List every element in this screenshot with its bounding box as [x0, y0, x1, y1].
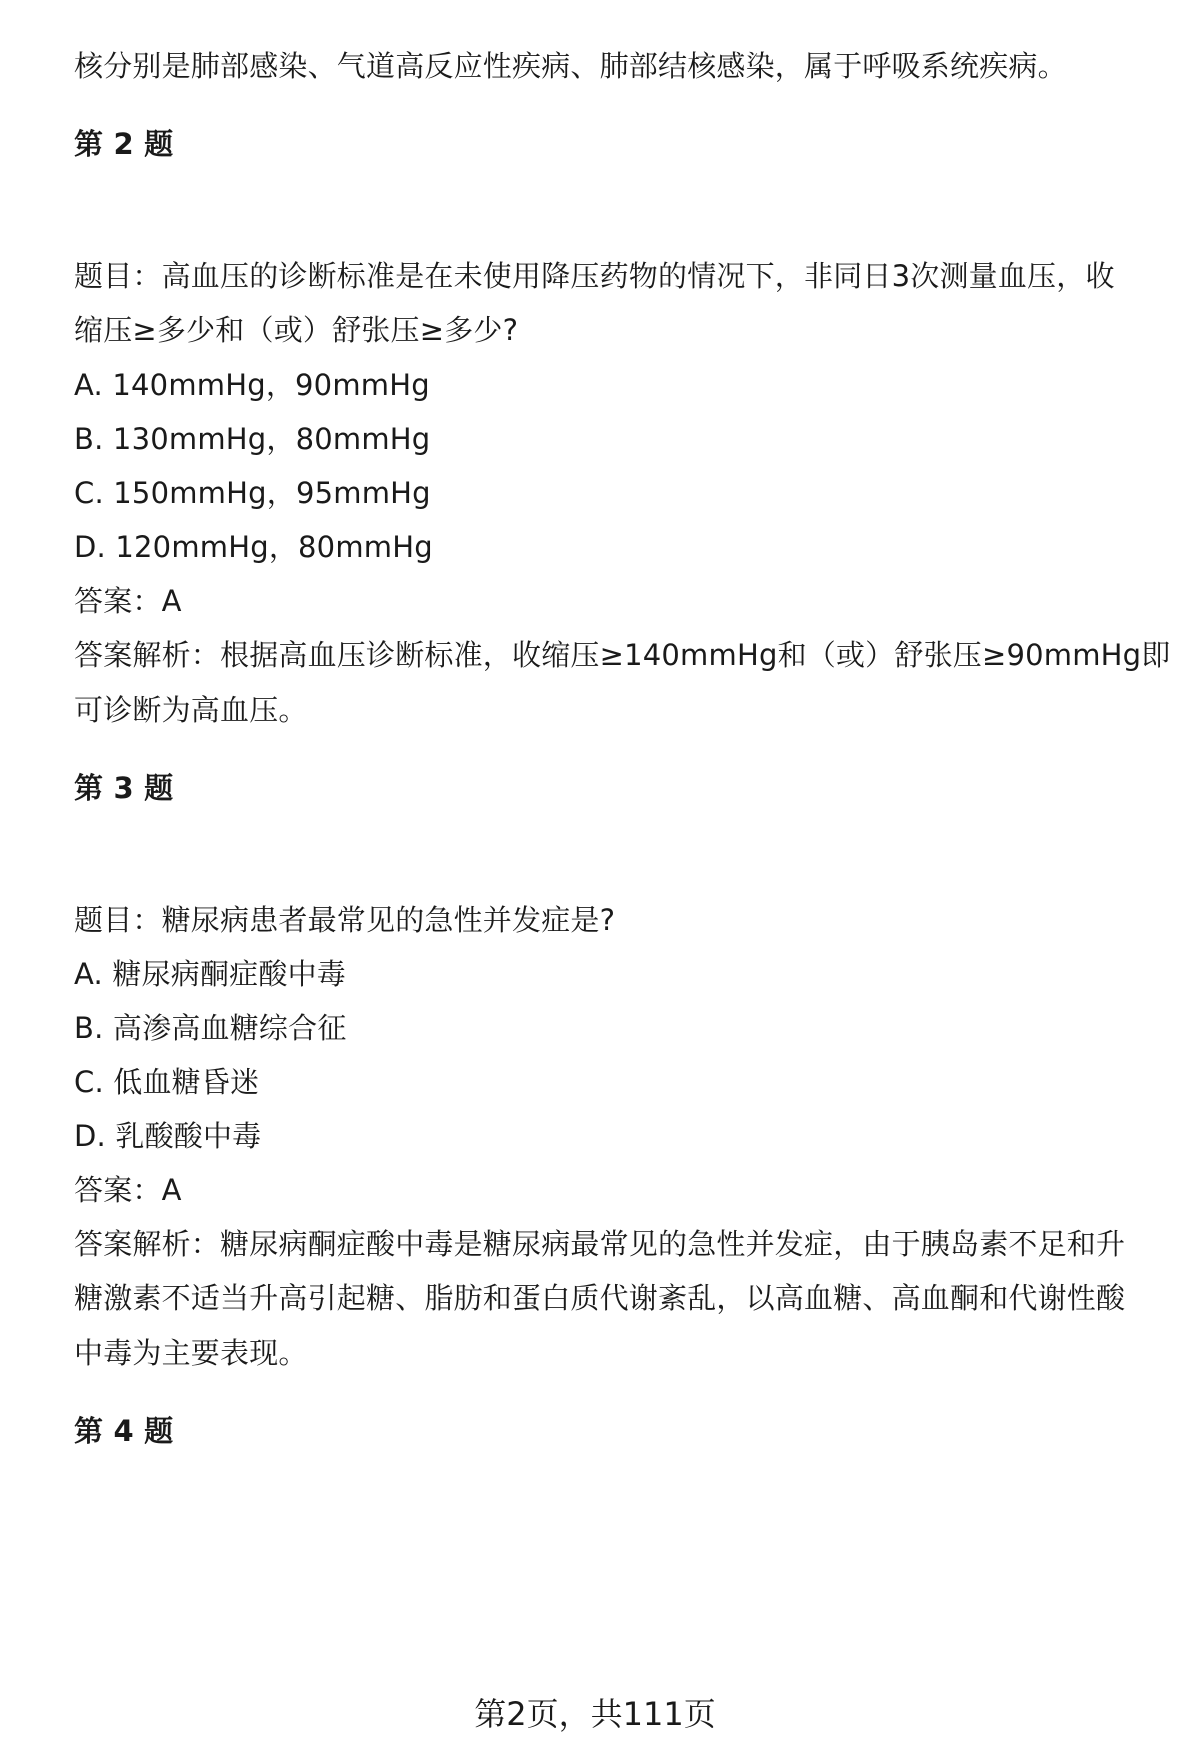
question-2-explanation-line-2: 可诊断为高血压。: [74, 693, 308, 727]
question-2-option-b: B. 130mmHg，80mmHg: [74, 422, 431, 456]
page-number-footer: 第2页，共111页: [474, 1695, 716, 1733]
question-2-option-d: D. 120mmHg，80mmHg: [74, 530, 433, 564]
question-3-explanation-line-1: 答案解析：糖尿病酮症酸中毒是糖尿病最常见的急性并发症，由于胰岛素不足和升: [74, 1227, 1126, 1261]
question-2-option-a: A. 140mmHg，90mmHg: [74, 368, 430, 402]
question-2-heading: 第 2 题: [74, 127, 174, 161]
question-3-option-c: C. 低血糖昏迷: [74, 1065, 260, 1099]
continuation-text: 核分别是肺部感染、气道高反应性疾病、肺部结核感染，属于呼吸系统疾病。: [74, 49, 1067, 83]
question-4-heading: 第 4 题: [74, 1414, 174, 1448]
question-2-stem-line-2: 缩压≥多少和（或）舒张压≥多少?: [74, 313, 519, 347]
question-2-option-c: C. 150mmHg，95mmHg: [74, 476, 431, 510]
question-3-explanation-line-2: 糖激素不适当升高引起糖、脂肪和蛋白质代谢紊乱，以高血糖、高血酮和代谢性酸: [74, 1281, 1126, 1315]
question-3-heading: 第 3 题: [74, 771, 174, 805]
question-3-option-d: D. 乳酸酸中毒: [74, 1119, 262, 1153]
question-3-answer: 答案：A: [74, 1173, 182, 1207]
question-2-explanation-line-1: 答案解析：根据高血压诊断标准，收缩压≥140mmHg和（或）舒张压≥90mmHg即: [74, 638, 1171, 672]
question-3-option-a: A. 糖尿病酮症酸中毒: [74, 957, 346, 991]
question-2-stem-line-1: 题目：高血压的诊断标准是在未使用降压药物的情况下，非同日3次测量血压，收: [74, 259, 1115, 293]
question-3-option-b: B. 高渗高血糖综合征: [74, 1011, 347, 1045]
question-2-answer: 答案：A: [74, 584, 182, 618]
question-3-explanation-line-3: 中毒为主要表现。: [74, 1336, 308, 1370]
question-3-stem: 题目：糖尿病患者最常见的急性并发症是?: [74, 903, 616, 937]
